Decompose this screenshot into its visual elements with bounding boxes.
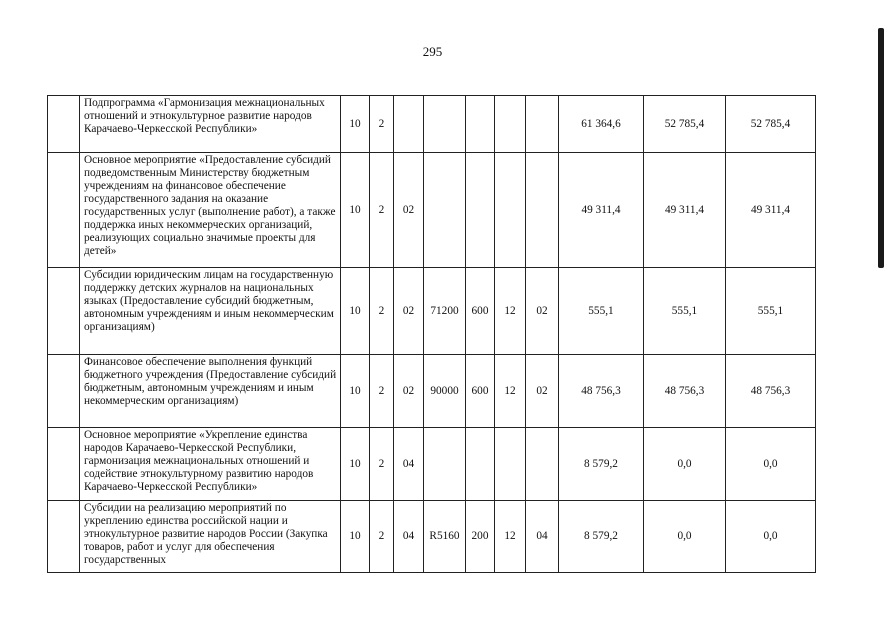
code-cell: 04 bbox=[526, 501, 559, 573]
row-number-cell bbox=[48, 96, 80, 153]
code-cell bbox=[466, 96, 495, 153]
page-number: 295 bbox=[422, 44, 443, 59]
amount-cell: 52 785,4 bbox=[644, 96, 726, 153]
code-cell: 04 bbox=[394, 501, 424, 573]
amount-cell: 48 756,3 bbox=[644, 355, 726, 428]
code-cell: 71200 bbox=[424, 268, 466, 355]
row-number-cell bbox=[48, 428, 80, 501]
code-cell bbox=[526, 428, 559, 501]
item-name-cell: Субсидии юридическим лицам на государственную поддержку детских журналов на национальных языках (Предоставление субсидий бюджетным, автономным учреждениям и иным некоммерческим организациям) bbox=[80, 268, 341, 355]
code-cell bbox=[466, 428, 495, 501]
amount-cell: 8 579,2 bbox=[559, 501, 644, 573]
amount-cell: 0,0 bbox=[726, 428, 816, 501]
item-name-cell: Подпрограмма «Гармонизация межнациональных отношений и этнокультурное развитие народов Карачаево-Черкесской Республики» bbox=[80, 96, 341, 153]
code-cell bbox=[394, 96, 424, 153]
code-cell: 2 bbox=[370, 428, 394, 501]
item-name-cell: Субсидии на реализацию мероприятий по укреплению единства российской нации и этнокультурное развитие народов России (Закупка товаров, работ и услуг для обеспечения государственных bbox=[80, 501, 341, 573]
code-cell: 10 bbox=[341, 355, 370, 428]
table-row bbox=[48, 268, 816, 355]
code-cell: 90000 bbox=[424, 355, 466, 428]
table-row bbox=[48, 428, 816, 501]
amount-cell: 49 311,4 bbox=[726, 153, 816, 268]
amount-cell: 0,0 bbox=[726, 501, 816, 573]
amount-cell: 49 311,4 bbox=[559, 153, 644, 268]
code-cell: 2 bbox=[370, 355, 394, 428]
code-cell bbox=[424, 428, 466, 501]
row-number-cell bbox=[48, 501, 80, 573]
code-cell: 2 bbox=[370, 501, 394, 573]
code-cell: 600 bbox=[466, 355, 495, 428]
code-cell bbox=[424, 153, 466, 268]
amount-cell: 555,1 bbox=[644, 268, 726, 355]
amount-cell: 0,0 bbox=[644, 501, 726, 573]
amount-cell: 8 579,2 bbox=[559, 428, 644, 501]
code-cell: 04 bbox=[394, 428, 424, 501]
row-number-cell bbox=[48, 355, 80, 428]
code-cell: 2 bbox=[370, 153, 394, 268]
table-row bbox=[48, 355, 816, 428]
budget-table bbox=[47, 95, 816, 573]
item-name-cell: Финансовое обеспечение выполнения функций бюджетного учреждения (Предоставление субсидий бюджетным, автономным учреждениям и иным некоммерческим организациям) bbox=[80, 355, 341, 428]
table-row bbox=[48, 96, 816, 153]
code-cell: 02 bbox=[526, 355, 559, 428]
code-cell: 12 bbox=[495, 501, 526, 573]
amount-cell: 48 756,3 bbox=[726, 355, 816, 428]
code-cell: 02 bbox=[394, 153, 424, 268]
code-cell: 10 bbox=[341, 96, 370, 153]
code-cell: 600 bbox=[466, 268, 495, 355]
code-cell: 2 bbox=[370, 268, 394, 355]
scan-edge-mark bbox=[878, 28, 884, 268]
code-cell: 10 bbox=[341, 501, 370, 573]
amount-cell: 49 311,4 bbox=[644, 153, 726, 268]
code-cell: 10 bbox=[341, 268, 370, 355]
code-cell bbox=[526, 153, 559, 268]
row-number-cell bbox=[48, 153, 80, 268]
amount-cell: 0,0 bbox=[644, 428, 726, 501]
amount-cell: 48 756,3 bbox=[559, 355, 644, 428]
code-cell: 12 bbox=[495, 268, 526, 355]
amount-cell: 555,1 bbox=[559, 268, 644, 355]
table-row bbox=[48, 501, 816, 573]
item-name-cell: Основное мероприятие «Предоставление субсидий подведомственным Министерству бюджетным учреждениям на финансовое обеспечение государственного задания на оказание государственных услуг (выполнение работ), а также поддержка иных некоммерческих организаций, реализующих социально значимые проекты для детей» bbox=[80, 153, 341, 268]
code-cell: 10 bbox=[341, 153, 370, 268]
code-cell: 02 bbox=[394, 355, 424, 428]
table-row bbox=[48, 153, 816, 268]
amount-cell: 555,1 bbox=[726, 268, 816, 355]
code-cell: 200 bbox=[466, 501, 495, 573]
amount-cell: 52 785,4 bbox=[726, 96, 816, 153]
code-cell: 10 bbox=[341, 428, 370, 501]
item-name-cell: Основное мероприятие «Укрепление единства народов Карачаево-Черкесской Республики, гармонизация межнациональных отношений и содействие этнокультурному развитию народов Карачаево-Черкесской Республики» bbox=[80, 428, 341, 501]
code-cell: 2 bbox=[370, 96, 394, 153]
code-cell bbox=[526, 96, 559, 153]
code-cell: R5160 bbox=[424, 501, 466, 573]
code-cell: 02 bbox=[526, 268, 559, 355]
code-cell bbox=[495, 153, 526, 268]
code-cell bbox=[424, 96, 466, 153]
amount-cell: 61 364,6 bbox=[559, 96, 644, 153]
code-cell bbox=[466, 153, 495, 268]
code-cell: 02 bbox=[394, 268, 424, 355]
code-cell bbox=[495, 428, 526, 501]
code-cell bbox=[495, 96, 526, 153]
code-cell: 12 bbox=[495, 355, 526, 428]
row-number-cell bbox=[48, 268, 80, 355]
